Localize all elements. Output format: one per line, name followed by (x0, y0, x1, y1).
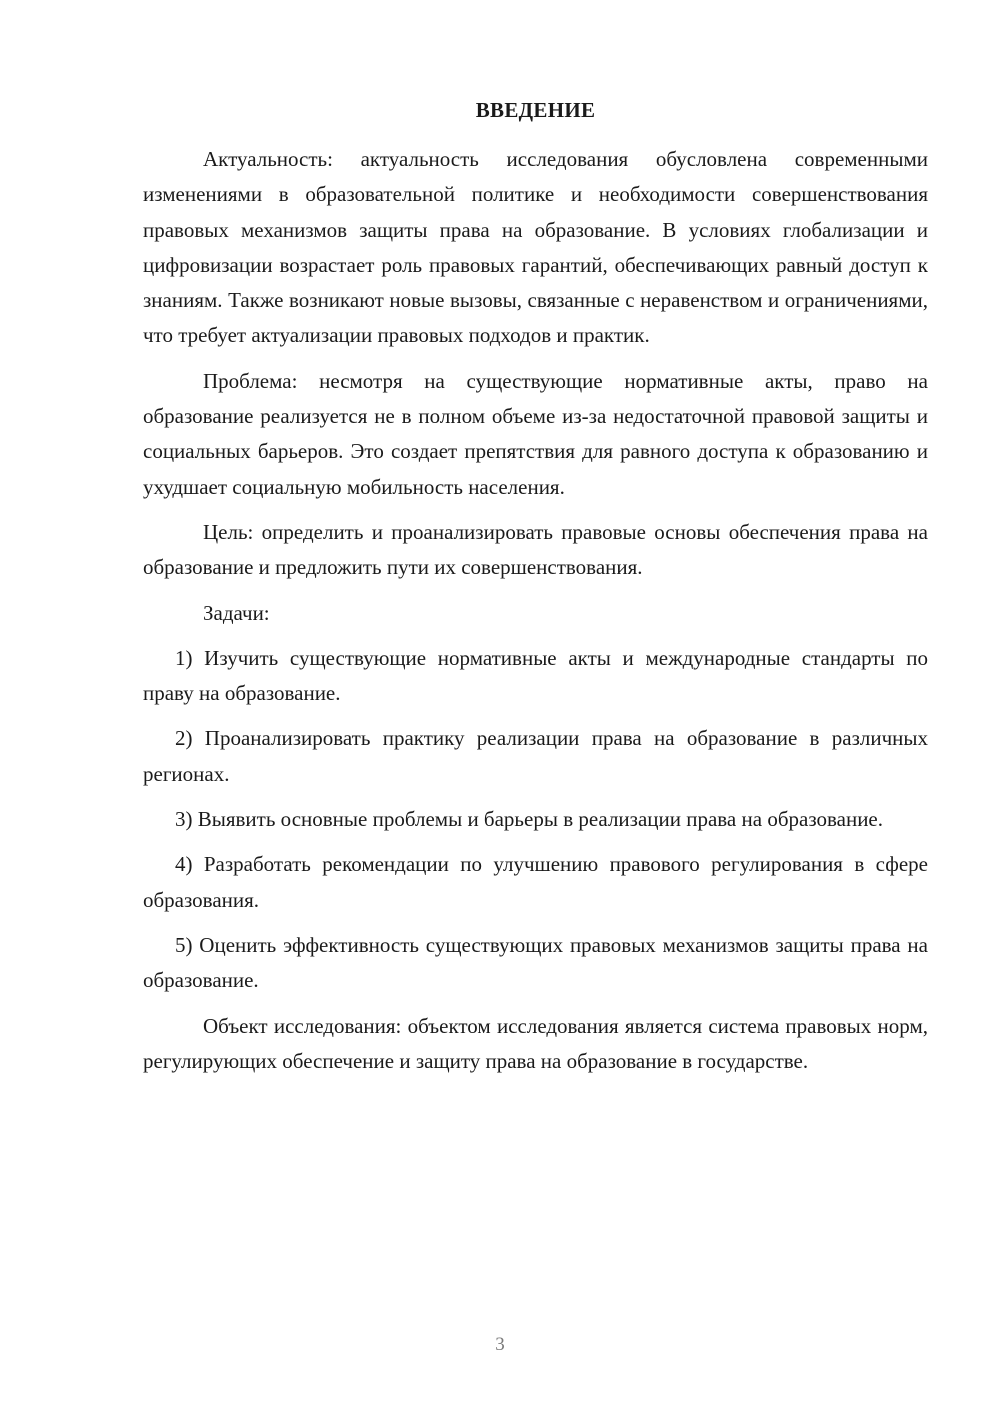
document-page (143, 93, 928, 1089)
task-item-2: 2) Проанализировать практику реализации права на образование в различных регионах. (143, 726, 928, 786)
task-item-1: 1) Изучить существующие нормативные акты и международные стандарты по праву на образование. (143, 645, 928, 706)
section-heading: ВВЕДЕНИЕ (475, 98, 596, 122)
page-number: 3 (495, 1334, 505, 1355)
goal-paragraph: Цель: определить и проанализировать правовые основы обеспечения права на образование и предложить пути их совершенствования. (143, 519, 928, 580)
relevance-paragraph: Актуальность: актуальность исследования обусловлена современными изменениями в образовательной политике и необходимости совершенствования правовых механизмов защиты права на образование. В условиях глобализации и цифровизации возрастает роль правовых гарантий, обеспечивающих равный доступ к знаниям. Также возникают новые вызовы, связанные с неравенством и ограничениями, что требует актуализации правовых подходов и практик. (143, 147, 928, 348)
problem-paragraph: Проблема: несмотря на существующие нормативные акты, право на образование реализуется не в полном объеме из-за недостаточной правовой защиты и социальных барьеров. Это создает препятствия для равного доступа к образованию и ухудшает социальную мобильность населения. (143, 368, 928, 499)
tasks-title: Задачи: (203, 600, 270, 625)
task-item-3: 3) Выявить основные проблемы и барьеры в реализации права на образование. (175, 807, 884, 832)
task-item-4: 4) Разработать рекомендации по улучшению правового регулирования в сфере образования. (143, 852, 928, 912)
object-paragraph: Объект исследования: объектом исследования является система правовых норм, регулирующих обеспечение и защиту права на образование в государстве. (143, 1013, 928, 1073)
task-item-5: 5) Оценить эффективность существующих правовых механизмов защиты права на образование. (143, 932, 928, 993)
tasks-list (143, 641, 928, 999)
